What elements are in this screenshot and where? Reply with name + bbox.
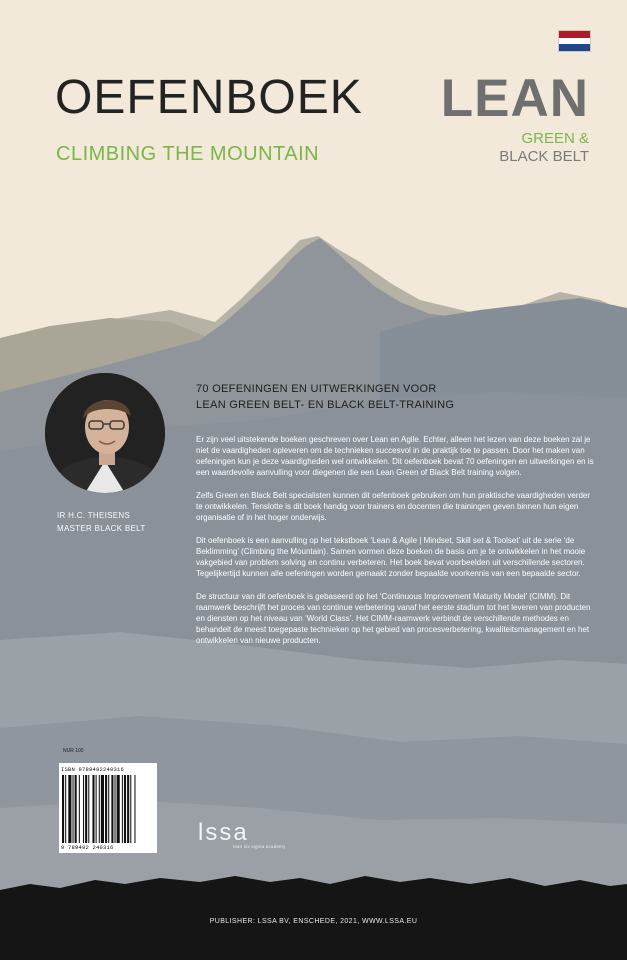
barcode-bar (127, 775, 129, 843)
barcode-bar (115, 775, 116, 843)
author-photo-illustration (45, 373, 165, 493)
barcode-bar (83, 775, 84, 843)
barcode-bar (134, 775, 135, 843)
lssa-tagline: lean six sigma academy (233, 844, 286, 849)
barcode-bars (59, 763, 157, 853)
barcode-bar (96, 775, 97, 843)
barcode-bar (111, 775, 113, 843)
barcode-bar (122, 775, 123, 843)
author-name: IR H.C. THEISENS (57, 511, 131, 520)
barcode-bar (130, 775, 131, 843)
barcode-bar (68, 775, 71, 843)
blurb-paragraph: De structuur van dit oefenboek is gebaseerd op het ‘Continuous Improvement Maturity Model’ (CIMM). Dit raamwerk beschrijft het proces van continue verbetering vanaf het eerste stadium tot het leveren van producten en diensten op het niveau van ‘World Class’. Het CIMM-raamwerk verbindt de verschillende methodes en behandelt de meest toegepaste technieken op het gebied van procesverbetering, kwaliteitsmanagement en het ontwikkelen van nieuwe producten. (196, 592, 591, 645)
author-portrait (45, 373, 165, 493)
ean-digits: 9 789492 240316 (61, 844, 114, 851)
barcode-bar (65, 775, 66, 843)
series-logo-lean: LEAN (440, 69, 589, 128)
barcode-bar (99, 775, 100, 843)
flag-stripe-white (559, 38, 590, 45)
barcode-bar (88, 775, 89, 843)
blurb-paragraph: Zelfs Green en Black Belt specialisten kunnen dit oefenboek gebruiken om hun praktische vaardigheden verder te ontwikkelen. Tenslotte is dit boek handig voor trainers en docenten die trainingen geven binnen hun eigen organisatie of in het hoger onderwijs. (196, 491, 591, 522)
isbn-text: ISBN 9789492240316 (61, 766, 125, 773)
blurb-heading-line2: LEAN GREEN BELT- EN BLACK BELT-TRAINING (196, 399, 455, 411)
series-logo-black: BLACK BELT (499, 148, 589, 165)
series-logo-green: GREEN & (521, 130, 589, 147)
publisher-line: PUBLISHER: LSSA BV, ENSCHEDE, 2021, WWW.LSSA.EU (209, 918, 418, 925)
dutch-flag-icon (558, 30, 591, 52)
barcode-bar (117, 775, 120, 843)
book-subtitle: CLIMBING THE MOUNTAIN (56, 143, 320, 165)
blurb-heading-line1: 70 OEFENINGEN EN UITWERKINGEN VOOR (196, 383, 437, 395)
flag-stripe-blue (559, 44, 590, 51)
blurb-heading (196, 381, 454, 413)
blurb-paragraph: Dit oefenboek is een aanvulling op het tekstboek ‘Lean & Agile | Mindset, Skill set & Toolset’ uit de serie ‘de Beklimming’ (Climbing the Mountain). Samen vormen deze boeken de basis om je te ontwikkelen in het mooie vakgebied van problem solving en continu verbeteren. Het boek bevat voorbeelden uit verschillende sectoren. Tegelijkertijd kunnen alle oefeningen worden gemaakt zonder bepaalde voorkennis van een bepaalde sector. (196, 536, 586, 578)
blurb-paragraph: Er zijn veel uitstekende boeken geschreven over Lean en Agile. Echter, alleen het lezen van deze boeken zal je niet de vaardigheden opleveren om de technieken succesvol in de praktijk toe te passen. Door het maken van oefeningen kun je deze vaardigheden wel ontwikkelen. Dit oefenboek bevat 70 oefeningen en uitwerkingen en is een waardevolle aanvulling voor diegenen die een Lean Green of Black Belt training volgen. (196, 435, 594, 477)
blurb-body (196, 434, 596, 658)
barcode-bar (79, 775, 80, 843)
barcode-bar (108, 775, 109, 843)
barcode-bar (124, 775, 126, 843)
barcode-bar (105, 775, 107, 843)
barcode-bar (62, 775, 64, 843)
author-role: MASTER BLACK BELT (57, 524, 146, 533)
barcode-bar (73, 775, 74, 843)
barcode-bar (75, 775, 77, 843)
book-title: OEFENBOEK (55, 71, 363, 124)
lssa-logo-icon (198, 820, 313, 844)
barcode-bar (85, 775, 87, 843)
lssa-logo-text: LSSA (198, 820, 249, 844)
isbn-barcode (59, 763, 157, 853)
barcode-bar (101, 775, 104, 843)
flag-stripe-red (559, 31, 590, 38)
author-credit (57, 509, 146, 535)
nur-code: NUR 100 (63, 748, 84, 754)
barcode-bar (92, 775, 94, 843)
